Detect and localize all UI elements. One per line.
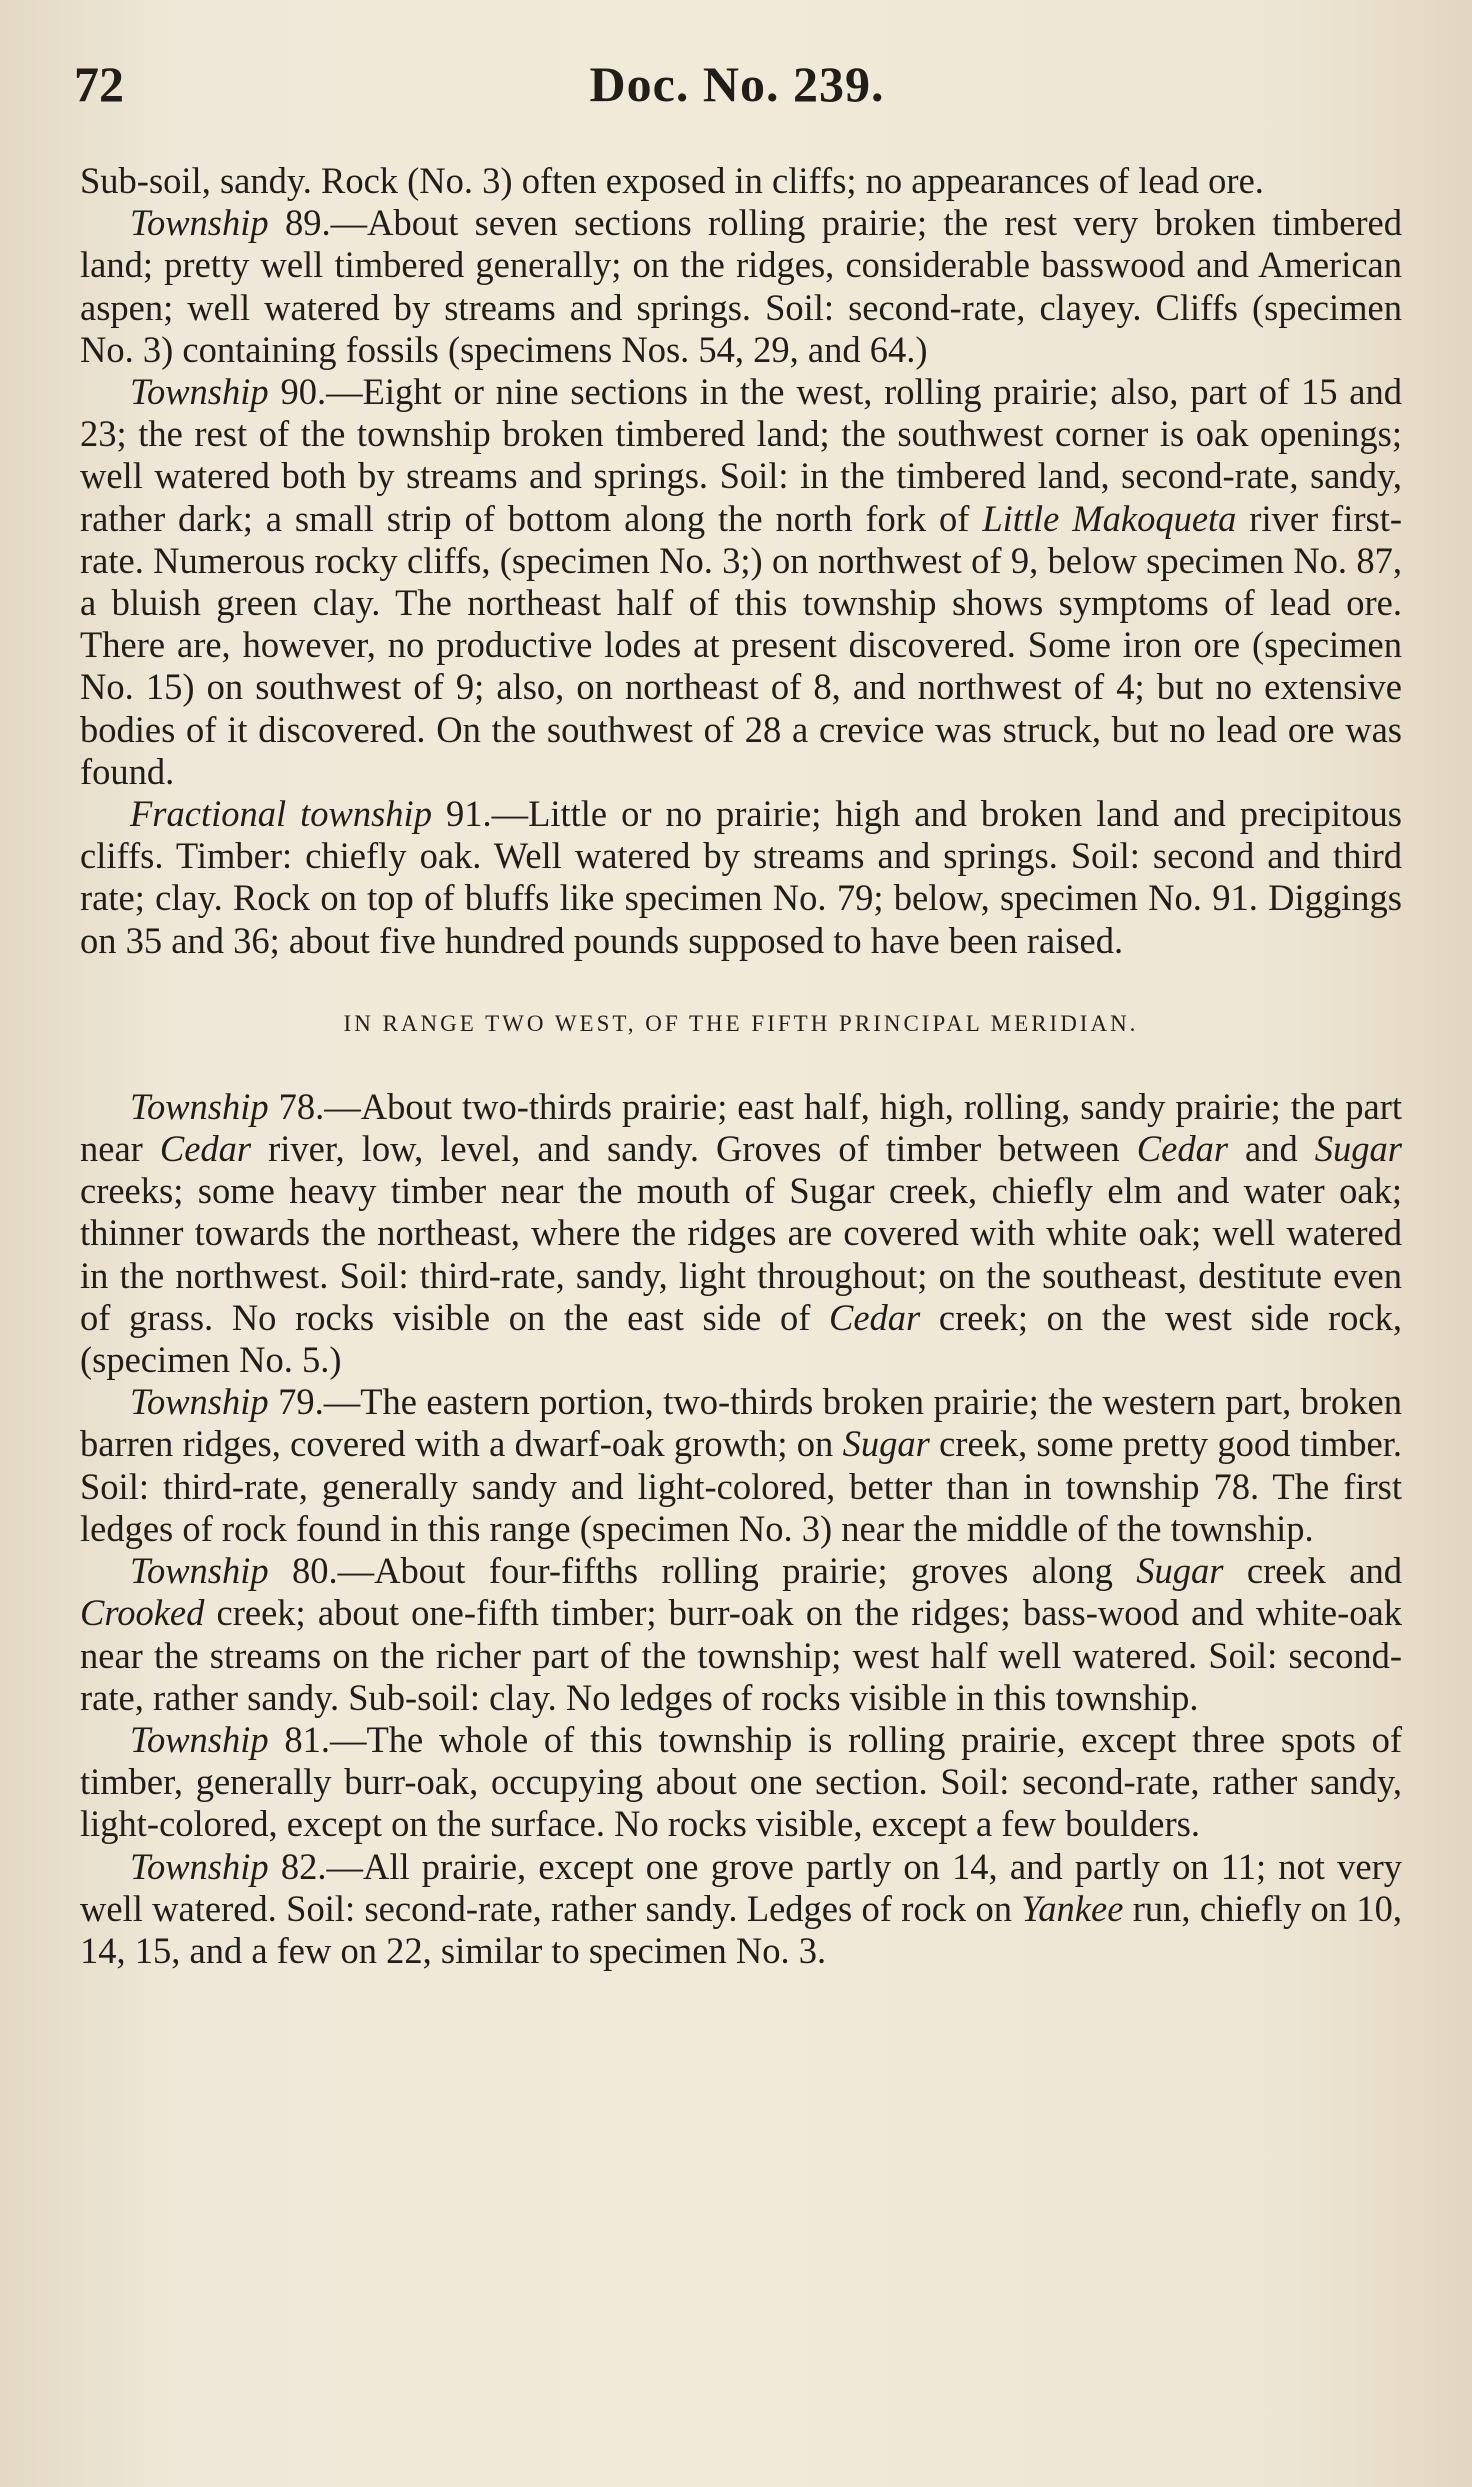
italic-term: Township <box>130 1550 269 1592</box>
italic-term: Cedar <box>828 1296 921 1338</box>
paragraph-text: 91.—Little or no prairie; high and broken land and precipitous cliffs. Timber: chiefly oak. Well watered by streams and springs. Soil: second and third rate; clay. Rock on top of bluffs like specimen No. 79; below, specimen No. 91. Diggings on 35 and 36; about five hundred pounds supposed to have been raised. <box>80 793 1402 961</box>
paragraph <box>80 202 1402 371</box>
italic-term: Township <box>130 202 269 244</box>
paragraph <box>80 1846 1402 1973</box>
paragraph <box>80 371 1402 793</box>
paragraph-text: 82.—All prairie, except one grove partly on 14, and partly on 11; not very well watered. Soil: second-rate, rather sandy. Ledges of rock on <box>80 1845 1402 1929</box>
paragraph-text: and <box>1228 1128 1315 1170</box>
range-heading: IN RANGE TWO WEST, OF THE FIFTH PRINCIPAL MERIDIAN. <box>343 1010 1139 1036</box>
italic-term: Little Makoqueta <box>982 497 1237 539</box>
paragraph-text: 90.—Eight or nine sections in the west, rolling prairie; also, part of 15 and 23; the rest of the township broken timbered land; the southwest corner is oak openings; well watered both by streams and springs. Soil: in the timbered land, second-rate, sandy, rather dark; a small strip of bottom along the north fork of <box>80 371 1402 539</box>
italic-term: Township <box>130 371 269 413</box>
page-number: 72 <box>74 56 124 112</box>
paragraph-text: 79.—The eastern portion, two-thirds broken prairie; the western part, broken barren ridges, covered with a dwarf-oak growth; on <box>80 1381 1402 1465</box>
italic-term: Fractional township <box>130 793 432 835</box>
paragraph-text: 78.—About two-thirds prairie; east half, high, rolling, sandy prairie; the part near <box>80 1085 1402 1170</box>
italic-term: Township <box>130 1845 269 1887</box>
paragraph-text: 80.—About four-fifths rolling prairie; groves along <box>268 1550 1137 1592</box>
paragraph-text: creek; on the west side rock, (specimen No. 5.) <box>80 1296 1402 1381</box>
paragraph-text: run, chiefly on 10, 14, 15, and a few on 22, similar to specimen No. 3. <box>80 1887 1403 1971</box>
paragraph-text: Sub-soil, sandy. Rock (No. 3) often exposed in cliffs; no appearances of lead ore. <box>80 160 1264 201</box>
section-range-one <box>80 160 1402 962</box>
paragraph-text: creeks; some heavy timber near the mouth of Sugar creek, chiefly elm and water oak; thinner towards the northeast, where the ridges are covered with white oak; well watered in the northwest. Soil: third-rate, sandy, light throughout; on the southeast, destitute even of grass. No rocks visible on the east side of <box>80 1170 1402 1338</box>
paragraph <box>80 793 1402 962</box>
italic-term: Sugar <box>1314 1128 1402 1170</box>
italic-term: Sugar <box>842 1423 930 1465</box>
paragraph-text: 89.—About seven sections rolling prairie; the rest very broken timbered land; pretty well timbered generally; on the ridges, considerable basswood and American aspen; well watered by streams and springs. Soil: second-rate, clayey. Cliffs (specimen No. 3) containing fossils (specimens Nos. 54, 29, and 64.) <box>80 202 1402 370</box>
paragraph-text: 81.—The whole of this township is rolling prairie, except three spots of timber, generally burr-oak, occupying about one section. Soil: second-rate, rather sandy, light-colored, except on the surface. No rocks visible, except a few boulders. <box>80 1718 1402 1845</box>
paragraph <box>80 1550 1402 1719</box>
italic-term: Sugar <box>1136 1550 1224 1592</box>
italic-term: Cedar <box>159 1128 252 1170</box>
paragraph-text: river first-rate. Numerous rocky cliffs, (specimen No. 3;) on northwest of 9, below specimen No. 87, a bluish green clay. The northeast half of this township shows symptoms of lead ore. There are, however, no productive lodes at present discovered. Some iron ore (specimen No. 15) on southwest of 9; also, on northeast of 8, and northwest of 4; but no extensive bodies of it discovered. On the southwest of 28 a crevice was struck, but no lead ore was found. <box>80 497 1402 792</box>
paragraph-text: creek and <box>1223 1550 1402 1592</box>
italic-term: Yankee <box>1021 1887 1124 1929</box>
italic-term: Township <box>130 1381 269 1423</box>
paragraph <box>80 1719 1402 1846</box>
italic-term: Crooked <box>80 1592 205 1634</box>
italic-term: Township <box>130 1085 269 1127</box>
section-range-two <box>80 1086 1402 1972</box>
italic-term: Township <box>130 1718 269 1760</box>
paragraph <box>80 1086 1402 1381</box>
paragraph <box>80 160 1402 202</box>
paragraph-text: creek, some pretty good timber. Soil: third-rate, generally sandy and light-colored, better than in township 78. The first ledges of rock found in this range (specimen No. 3) near the middle of the township. <box>80 1423 1403 1549</box>
italic-term: Cedar <box>1136 1128 1229 1170</box>
paragraph-text: river, low, level, and sandy. Groves of timber between <box>251 1128 1137 1170</box>
paragraph-text: creek; about one-fifth timber; burr-oak on the ridges; bass-wood and white-oak near the streams on the richer part of the township; west half well watered. Soil: second-rate, rather sandy. Sub-soil: clay. No ledges of rocks visible in this township. <box>80 1592 1402 1718</box>
document-title: Doc. No. 239. <box>589 56 885 112</box>
page-body <box>80 160 1402 1972</box>
paragraph <box>80 1381 1402 1550</box>
page-header <box>74 55 1400 135</box>
